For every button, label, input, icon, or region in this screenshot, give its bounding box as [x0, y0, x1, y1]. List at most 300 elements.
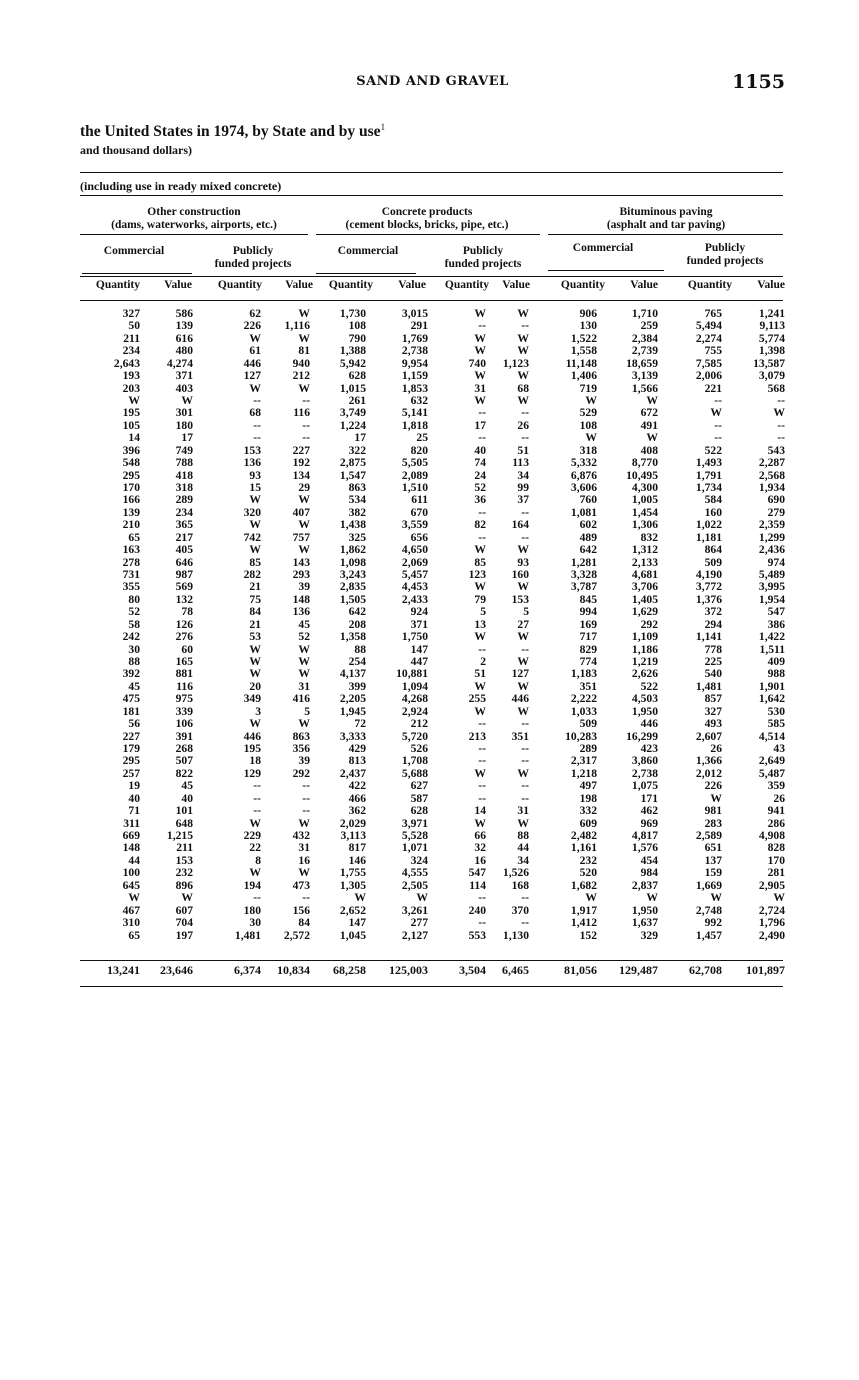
table-cell: 31 — [298, 679, 310, 693]
table-cell: 136 — [243, 456, 261, 470]
table-cell: 52 — [474, 481, 486, 495]
table-cell: -- — [253, 431, 261, 445]
table-cell: 403 — [175, 381, 193, 395]
table-cell: 24 — [474, 468, 486, 482]
table-cell: 136 — [292, 605, 310, 619]
table-cell: 289 — [175, 493, 193, 507]
table-cell: 1,015 — [339, 381, 366, 395]
table-cell: 509 — [704, 555, 722, 569]
table-cell: 1,241 — [758, 307, 785, 320]
table-cell: 547 — [468, 866, 486, 880]
table-cell: 2,649 — [758, 754, 785, 768]
total-cell: 6,374 — [234, 963, 261, 977]
column-header-quantity: Quantity — [444, 279, 489, 291]
table-cell: 106 — [175, 717, 193, 731]
table-cell: 3,860 — [631, 754, 658, 768]
table-cell: 4,274 — [166, 356, 193, 370]
table-cell: W — [249, 518, 261, 532]
table-row — [0, 569, 859, 580]
table-cell: 45 — [298, 617, 310, 631]
table-cell: 429 — [348, 742, 366, 756]
totals-bottom-rule — [80, 986, 783, 987]
table-cell: 1,934 — [758, 481, 785, 495]
table-cell: 2,905 — [758, 878, 785, 892]
table-cell: -- — [777, 394, 785, 407]
table-cell: 365 — [175, 518, 193, 532]
table-cell: W — [181, 891, 193, 905]
table-cell: 1,422 — [758, 630, 785, 644]
table-cell: 1,511 — [759, 642, 785, 656]
table-row — [0, 668, 859, 679]
table-cell: 1,796 — [758, 916, 785, 930]
table-cell: 399 — [348, 679, 366, 693]
table-cell: 226 — [704, 779, 722, 793]
table-cell: 31 — [474, 381, 486, 395]
table-cell: W — [585, 431, 597, 445]
table-cell: 147 — [410, 642, 428, 656]
table-cell: 975 — [175, 692, 193, 706]
table-cell: W — [474, 816, 486, 830]
table-cell: 1,161 — [570, 841, 597, 855]
table-cell: 62 — [249, 307, 261, 320]
table-cell: 416 — [292, 692, 310, 706]
table-cell: 520 — [579, 866, 597, 880]
table-cell: 320 — [243, 505, 261, 519]
table-cell: W — [416, 891, 428, 905]
column-header-rule — [80, 300, 783, 301]
table-row — [0, 507, 859, 518]
table-cell: 2,724 — [758, 903, 785, 917]
table-cell: 2,274 — [695, 331, 722, 345]
table-cell: 88 — [517, 829, 529, 843]
table-row — [0, 619, 859, 630]
table-cell: 147 — [348, 916, 366, 930]
table-cell: 742 — [243, 530, 261, 544]
table-cell: W — [298, 642, 310, 656]
table-cell: 134 — [292, 468, 310, 482]
table-cell: -- — [302, 394, 310, 407]
group-rule — [80, 234, 308, 235]
table-cell: 534 — [348, 493, 366, 507]
table-cell: 467 — [122, 903, 140, 917]
table-cell: 88 — [354, 642, 366, 656]
table-cell: 311 — [123, 816, 140, 830]
table-cell: 1,708 — [401, 754, 428, 768]
table-cell: 4,817 — [631, 829, 658, 843]
table-cell: 5,487 — [758, 766, 785, 780]
table-cell: 1,576 — [631, 841, 658, 855]
table-cell: 1,219 — [631, 655, 658, 669]
table-cell: 116 — [176, 679, 193, 693]
table-cell: 2,006 — [695, 369, 722, 383]
table-cell: 34 — [517, 468, 529, 482]
table-cell: 10,881 — [396, 667, 428, 681]
table-cell: 113 — [512, 456, 529, 470]
table-cell: 1,734 — [695, 481, 722, 495]
table-cell: 130 — [579, 319, 597, 333]
total-cell: 68,258 — [333, 963, 366, 977]
table-row — [0, 606, 859, 617]
table-cell: 656 — [410, 530, 428, 544]
table-cell: -- — [302, 891, 310, 905]
table-row — [0, 320, 859, 331]
totals-top-rule — [80, 960, 783, 961]
subgroup-title: Commercial — [572, 242, 634, 254]
table-cell: 3,971 — [401, 816, 428, 830]
table-cell: 3 — [255, 704, 261, 718]
table-cell: 5,457 — [401, 568, 428, 582]
table-cell: 881 — [175, 667, 193, 681]
table-cell: 731 — [122, 568, 140, 582]
subgroup-header-commercial — [82, 245, 186, 258]
group-header-other-construction — [80, 206, 308, 232]
table-cell: 984 — [640, 866, 658, 880]
table-cell: W — [298, 816, 310, 830]
table-cell: 80 — [128, 592, 140, 606]
table-cell: W — [249, 866, 261, 880]
table-cell: 1,454 — [631, 505, 658, 519]
table-cell: 988 — [767, 667, 785, 681]
table-cell: 276 — [175, 630, 193, 644]
table-row — [0, 470, 859, 481]
table-cell: 356 — [292, 742, 310, 756]
table-cell: 906 — [579, 307, 597, 320]
table-cell: -- — [521, 916, 529, 930]
table-cell: 755 — [704, 344, 722, 358]
table-cell: -- — [478, 717, 486, 731]
table-cell: 286 — [767, 816, 785, 830]
table-row — [0, 494, 859, 505]
table-cell: 5,489 — [758, 568, 785, 582]
table-cell: 3,079 — [758, 369, 785, 383]
table-cell: 813 — [348, 754, 366, 768]
table-cell: 422 — [348, 779, 366, 793]
table-cell: -- — [478, 530, 486, 544]
table-cell: W — [298, 717, 310, 731]
table-cell: 192 — [292, 456, 310, 470]
table-cell: 372 — [704, 605, 722, 619]
table-cell: -- — [302, 418, 310, 432]
table-cell: 2,490 — [758, 928, 785, 942]
table-cell: 1,853 — [401, 381, 428, 395]
group-title: Concrete products — [381, 206, 473, 218]
table-cell: -- — [714, 418, 722, 432]
table-cell: -- — [521, 319, 529, 333]
table-cell: W — [517, 307, 529, 320]
table-cell: 13 — [474, 617, 486, 631]
table-row — [0, 743, 859, 754]
running-title: SAND AND GRAVEL — [356, 74, 509, 89]
table-cell: 29 — [298, 481, 310, 495]
table-cell: 2,436 — [758, 543, 785, 557]
table-cell: W — [298, 381, 310, 395]
table-cell: 3,772 — [695, 580, 722, 594]
table-cell: 1,075 — [631, 779, 658, 793]
table-cell: 139 — [175, 319, 193, 333]
table-row — [0, 855, 859, 866]
table-row — [0, 631, 859, 642]
table-row — [0, 519, 859, 530]
table-cell: 4,137 — [339, 667, 366, 681]
table-cell: 2,607 — [695, 729, 722, 743]
table-cell: 4,681 — [631, 568, 658, 582]
table-cell: 289 — [579, 742, 597, 756]
table-cell: 5 — [304, 704, 310, 718]
table-cell: 232 — [175, 866, 193, 880]
table-cell: 16,299 — [626, 729, 658, 743]
table-cell: 50 — [128, 319, 140, 333]
table-cell: 2,287 — [758, 456, 785, 470]
table-cell: 217 — [175, 530, 193, 544]
table-cell: 359 — [767, 779, 785, 793]
table-cell: 84 — [249, 605, 261, 619]
table-cell: 392 — [122, 667, 140, 681]
table-cell: 1,547 — [339, 468, 366, 482]
total-cell: 3,504 — [459, 963, 486, 977]
group-description: (cement blocks, bricks, pipe, etc.) — [345, 219, 509, 231]
table-cell: 123 — [468, 568, 486, 582]
table-cell: 36 — [474, 493, 486, 507]
table-cell: W — [298, 543, 310, 557]
totals-row — [0, 965, 859, 979]
table-cell: 924 — [410, 605, 428, 619]
table-cell: 553 — [468, 928, 486, 942]
table-row — [0, 345, 859, 356]
table-row — [0, 793, 859, 804]
table-cell: 355 — [122, 580, 140, 594]
table-cell: 129 — [243, 766, 261, 780]
table-cell: 1,642 — [758, 692, 785, 706]
table-cell: 194 — [243, 878, 261, 892]
subgroup-header-publicly-funded — [196, 245, 310, 271]
table-cell: 20 — [249, 679, 261, 693]
table-cell: 139 — [122, 505, 140, 519]
table-cell: 93 — [517, 555, 529, 569]
column-header-value: Value — [164, 279, 192, 291]
table-cell: 210 — [122, 518, 140, 532]
table-cell: 148 — [292, 592, 310, 606]
table-row — [0, 905, 859, 916]
banner-note: (including use in ready mixed concrete) — [80, 179, 282, 193]
table-cell: W — [474, 369, 486, 383]
table-cell: 85 — [249, 555, 261, 569]
table-cell: 351 — [511, 729, 529, 743]
table-cell: 181 — [122, 704, 140, 718]
table-cell: 65 — [128, 530, 140, 544]
table-cell: 1,218 — [570, 766, 597, 780]
table-cell: 386 — [767, 617, 785, 631]
table-cell: 51 — [517, 443, 529, 457]
table-cell: 1,481 — [234, 928, 261, 942]
table-cell: 2,626 — [631, 667, 658, 681]
table-cell: 778 — [704, 642, 722, 656]
table-cell: 2,029 — [339, 816, 366, 830]
table-cell: 39 — [298, 580, 310, 594]
table-cell: 3,749 — [339, 406, 366, 420]
table-cell: 31 — [298, 841, 310, 855]
table-cell: 407 — [292, 505, 310, 519]
table-cell: 293 — [292, 568, 310, 582]
table-cell: 78 — [181, 605, 193, 619]
table-cell: 283 — [704, 816, 722, 830]
table-cell: 4,503 — [631, 692, 658, 706]
table-cell: 71 — [128, 804, 140, 818]
table-row — [0, 818, 859, 829]
table-cell: 1,481 — [695, 679, 722, 693]
table-row — [0, 432, 859, 443]
table-cell: 318 — [175, 481, 193, 495]
table-cell: 9,113 — [759, 319, 785, 333]
table-cell: 163 — [122, 543, 140, 557]
table-row — [0, 482, 859, 493]
table-cell: 52 — [298, 630, 310, 644]
subgroup-header-commercial — [316, 245, 420, 258]
table-cell: -- — [478, 891, 486, 905]
table-cell: 17 — [474, 418, 486, 432]
subgroup-title: Publicly — [232, 245, 274, 257]
total-cell: 101,897 — [746, 963, 785, 977]
table-cell: 2,568 — [758, 468, 785, 482]
title-footnote-marker: 1 — [380, 122, 386, 132]
table-cell: 2,359 — [758, 518, 785, 532]
table-cell: 8 — [255, 853, 261, 867]
table-cell: 646 — [175, 555, 193, 569]
table-cell: 371 — [410, 617, 428, 631]
table-cell: -- — [302, 804, 310, 818]
table-cell: 17 — [181, 431, 193, 445]
table-cell: 454 — [640, 853, 658, 867]
table-cell: 261 — [348, 394, 366, 407]
subgroup-title-line2: funded projects — [444, 258, 522, 270]
table-cell: 987 — [175, 568, 193, 582]
table-cell: 1,901 — [758, 679, 785, 693]
table-cell: 11,148 — [565, 356, 597, 370]
table-cell: 1,710 — [631, 307, 658, 320]
table-cell: 14 — [128, 431, 140, 445]
table-row — [0, 333, 859, 344]
table-cell: 21 — [249, 580, 261, 594]
table-cell: 240 — [468, 903, 486, 917]
table-cell: 863 — [348, 481, 366, 495]
table-cell: W — [474, 543, 486, 557]
table-cell: 974 — [767, 555, 785, 569]
table-cell: 16 — [474, 853, 486, 867]
table-cell: 197 — [175, 928, 193, 942]
table-cell: 2,133 — [631, 555, 658, 569]
table-cell: 829 — [579, 642, 597, 656]
table-cell: 1,098 — [339, 555, 366, 569]
table-cell: -- — [302, 431, 310, 445]
subgroup-title: Commercial — [103, 245, 165, 257]
table-cell: 371 — [175, 369, 193, 383]
table-cell: 160 — [704, 505, 722, 519]
table-cell: W — [249, 543, 261, 557]
table-cell: -- — [253, 891, 261, 905]
group-header-bituminous-paving — [548, 206, 784, 232]
table-cell: 526 — [410, 742, 428, 756]
table-cell: 1,755 — [339, 866, 366, 880]
total-cell: 6,465 — [502, 963, 529, 977]
table-cell: 1,406 — [570, 369, 597, 383]
table-cell: 1,116 — [284, 319, 310, 333]
column-header-value: Value — [398, 279, 426, 291]
table-cell: 339 — [175, 704, 193, 718]
table-cell: 4,300 — [631, 481, 658, 495]
table-cell: W — [249, 642, 261, 656]
table-cell: -- — [521, 891, 529, 905]
table-cell: 446 — [243, 356, 261, 370]
table-cell: 170 — [767, 853, 785, 867]
table-cell: 18,659 — [626, 356, 658, 370]
table-cell: 291 — [410, 319, 428, 333]
subgroup-rule — [82, 273, 192, 274]
table-cell: -- — [521, 742, 529, 756]
table-cell: 628 — [410, 804, 428, 818]
table-cell: 757 — [292, 530, 310, 544]
table-cell: 278 — [122, 555, 140, 569]
table-cell: -- — [478, 642, 486, 656]
subgroup-title-line2: funded projects — [686, 255, 764, 267]
table-cell: 179 — [122, 742, 140, 756]
table-cell: 68 — [249, 406, 261, 420]
table-cell: 1,405 — [631, 592, 658, 606]
table-cell: W — [517, 816, 529, 830]
table-cell: 491 — [640, 418, 658, 432]
table-cell: 3,787 — [570, 580, 597, 594]
table-cell: 34 — [517, 853, 529, 867]
table-cell: 1,183 — [570, 667, 597, 681]
table-row — [0, 457, 859, 468]
column-header-value: Value — [630, 279, 658, 291]
total-cell: 62,708 — [689, 963, 722, 977]
table-cell: 3,015 — [401, 307, 428, 320]
table-cell: -- — [521, 791, 529, 805]
table-cell: 168 — [511, 878, 529, 892]
table-cell: 257 — [122, 766, 140, 780]
table-cell: 3,139 — [631, 369, 658, 383]
table-cell: 446 — [640, 717, 658, 731]
table-row — [0, 780, 859, 791]
table-cell: 100 — [122, 866, 140, 880]
table-cell: W — [474, 766, 486, 780]
table-cell: -- — [253, 791, 261, 805]
table-cell: 21 — [249, 617, 261, 631]
table-cell: -- — [714, 431, 722, 445]
table-cell: 84 — [298, 916, 310, 930]
column-header-quantity: Quantity — [95, 279, 140, 291]
table-cell: 4,908 — [758, 829, 785, 843]
table-cell: 166 — [122, 493, 140, 507]
table-cell: 507 — [175, 754, 193, 768]
table-cell: W — [517, 655, 529, 669]
table-cell: 2,437 — [339, 766, 366, 780]
table-cell: W — [474, 331, 486, 345]
table-cell: 1,750 — [401, 630, 428, 644]
table-row — [0, 718, 859, 729]
table-cell: W — [249, 381, 261, 395]
table-cell: 475 — [122, 692, 140, 706]
table-cell: 4,268 — [401, 692, 428, 706]
table-cell: 88 — [128, 655, 140, 669]
banner-rule — [80, 195, 783, 196]
table-cell: 609 — [579, 816, 597, 830]
table-row — [0, 557, 859, 568]
table-cell: 2,572 — [283, 928, 310, 942]
table-cell: 14 — [474, 804, 486, 818]
table-cell: 432 — [292, 829, 310, 843]
table-cell: 1,281 — [570, 555, 597, 569]
table-cell: 670 — [410, 505, 428, 519]
